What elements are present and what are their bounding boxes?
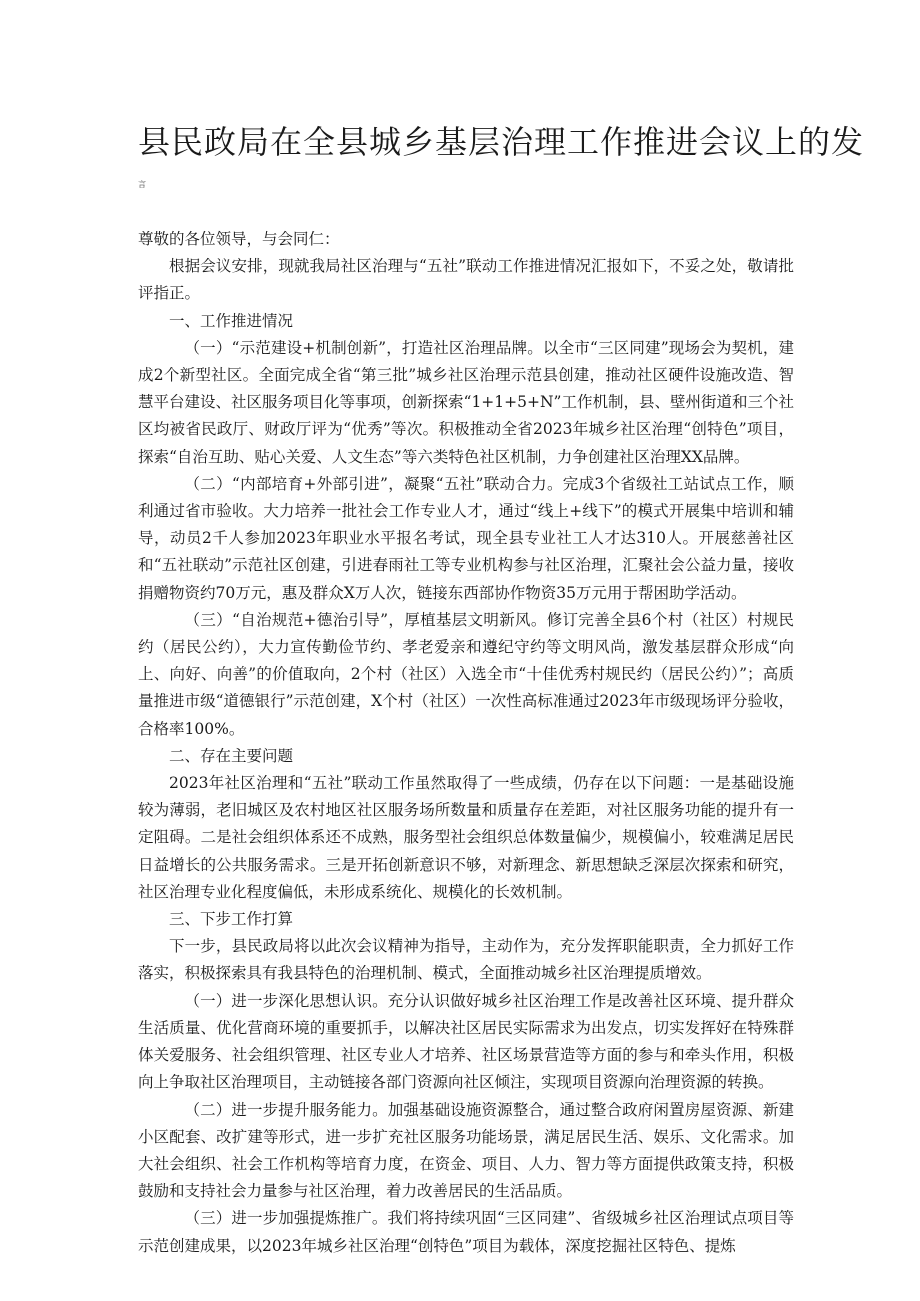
salutation: 尊敬的各位领导，与会同仁： [138,230,340,248]
section-heading-problems: 二、存在主要问题 [169,746,294,765]
section-heading-progress: 一、工作推进情况 [169,311,294,330]
document-title: 县民政局在全县城乡基层治理工作推进会议上的发 [138,123,865,161]
document-title-continuation: 言 [138,180,146,189]
section-heading-next-steps: 三、下步工作打算 [169,910,294,929]
paragraph-demo-construction: （一）“示范建设+机制创新”，打造社区治理品牌。以全市“三区同建”现场会为契机，建成2个新型社区。全面完成全省“第三批”城乡社区治理示范县创建，推动社区硬件设施改造、智慧平台建设、社区服务项目化等事项，创新探索“1+1+5+N”工作机制，县、壁州街道和三个社区均被省民政厅、财政厅评为“优秀”等次。积极推动全省2023年城乡社区治理“创特色”项目，探索“自治互助、贴心关爱、人文生态”等六类特色社区机制，力争创建社区治理XX品牌。 [138,338,794,466]
paragraph-improve-service: （二）进一步提升服务能力。加强基础设施资源整合，通过整合政府闲置房屋资源、新建小区配套、改扩建等形式，进一步扩充社区服务功能场景，满足居民生活、娱乐、文化需求。加大社会组织、社会工作机构等培育力度，在资金、项目、人力、智力等方面提供政策支持，积极鼓励和支持社会力量参与社区治理，着力改善居民的生活品质。 [138,1100,794,1201]
paragraph-problems: 2023年社区治理和“五社”联动工作虽然取得了一些成绩，仍存在以下问题：一是基础设施较为薄弱，老旧城区及农村地区社区服务场所数量和质量存在差距，对社区服务功能的提升有一定阻碍。二是社会组织体系还不成熟，服务型社会组织总体数量偏少，规模偏小，较难满足居民日益增长的公共服务需求。三是开拓创新意识不够，对新理念、新思想缺乏深层次探索和研究，社区治理专业化程度偏低，未形成系统化、规模化的长效机制。 [138,774,794,901]
paragraph-next-steps-intro: 下一步，县民政局将以此次会议精神为指导，主动作为，充分发挥职能职责，全力抓好工作落实，积极探索具有我县特色的治理机制、模式，全面推动城乡社区治理提质增效。 [138,937,794,983]
paragraph-promotion: （三）进一步加强提炼推广。我们将持续巩固“三区同建”、省级城乡社区治理试点项目等示范创建成果，以2023年城乡社区治理“创特色”项目为载体，深度挖掘社区特色、提炼 [138,1209,794,1255]
paragraph-deepen-understanding: （一）进一步深化思想认识。充分认识做好城乡社区治理工作是改善社区环境、提升群众生活质量、优化营商环境的重要抓手，以解决社区居民实际需求为出发点，切实发挥好在特殊群体关爱服务、社会组织管理、社区专业人才培养、社区场景营造等方面的参与和牵头作用，积极向上争取社区治理项目，主动链接各部门资源向社区倾注，实现项目资源向治理资源的转换。 [138,991,794,1092]
document-body [138,226,794,1260]
paragraph-talent-cultivation: （二）“内部培育+外部引进”，凝聚“五社”联动合力。完成3个省级社工站试点工作，顺利通过省市验收。大力培养一批社会工作专业人才，通过“线上+线下”的模式开展集中培训和辅导，动员2千人参加2023年职业水平报名考试，现全县专业社工人才达310人。开展慈善社区和“五社联动”示范社区创建，引进春雨社工等专业机构参与社区治理，汇聚社会公益力量，接收捐赠物资约70万元，惠及群众X万人次，链接东西部协作物资35万元用于帮困助学活动。 [138,474,794,602]
paragraph-self-governance: （三）“自治规范+德治引导”，厚植基层文明新风。修订完善全县6个村（社区）村规民约（居民公约），大力宣传勤俭节约、孝老爱亲和遵纪守约等文明风尚，激发基层群众形成“向上、向好、向善”的价值取向，2个村（社区）入选全市“十佳优秀村规民约（居民公约）”；高质量推进市级“道德银行”示范创建，X个村（社区）一次性高标准通过2023年市级现场评分验收，合格率100%。 [138,610,794,738]
intro-paragraph: 根据会议安排，现就我局社区治理与“五社”联动工作推进情况汇报如下，不妥之处，敬请批评指正。 [138,257,794,303]
